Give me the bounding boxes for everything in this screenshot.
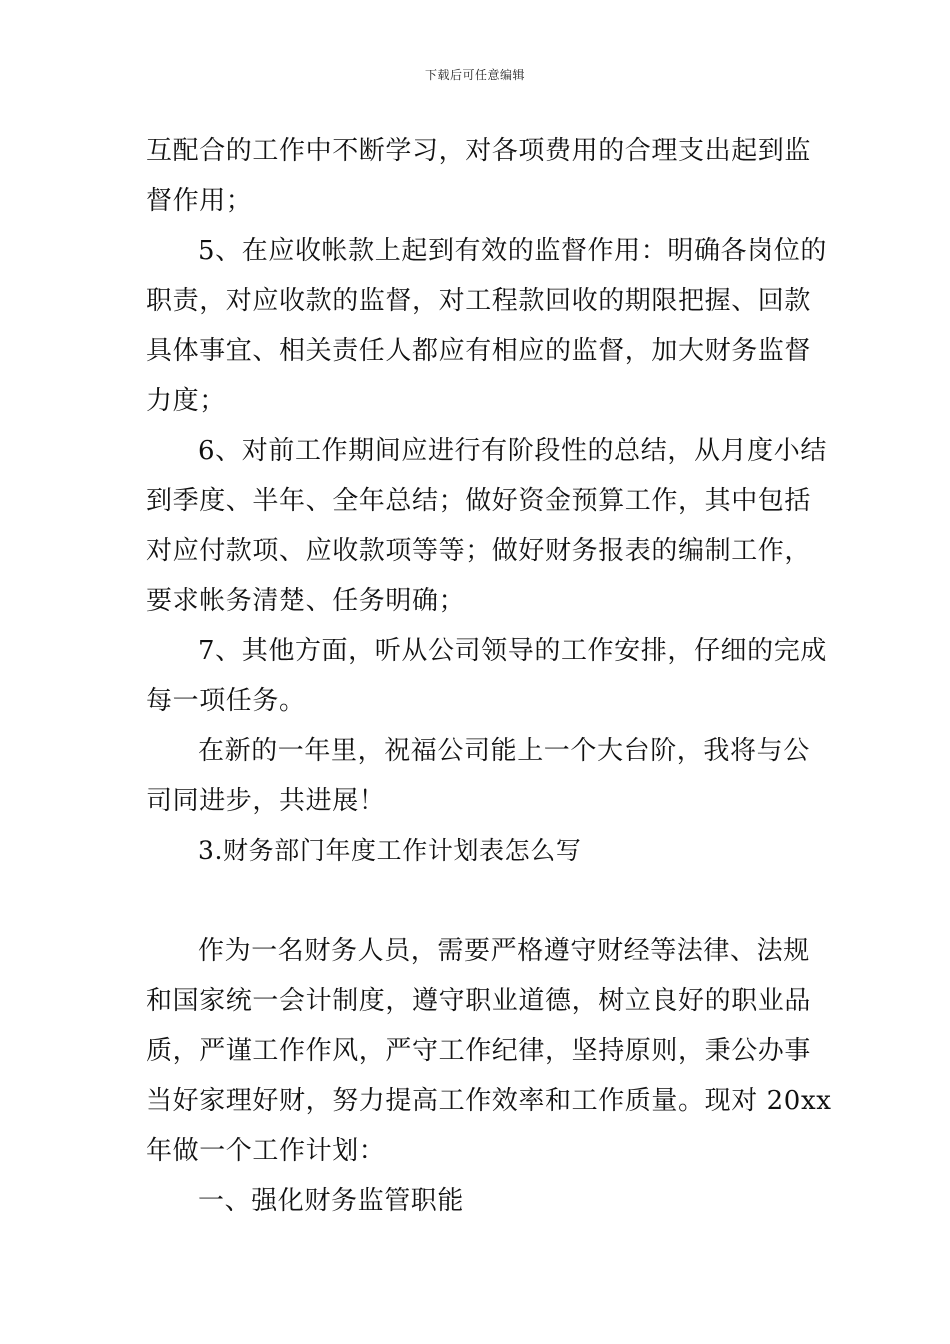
paragraph-line: 当好家理好财，努力提高工作效率和工作质量。现对 20xx xyxy=(146,1086,832,1116)
paragraph-line: 职责，对应收款的监督，对工程款回收的期限把握、回款 xyxy=(146,286,812,316)
paragraph-line: 到季度、半年、全年总结；做好资金预算工作，其中包括 xyxy=(146,486,812,516)
paragraph-line: 年做一个工作计划： xyxy=(146,1136,386,1166)
paragraph-line: 在新的一年里，祝福公司能上一个大台阶，我将与公 xyxy=(198,736,810,766)
paragraph-line: 和国家统一会计制度，遵守职业道德，树立良好的职业品 xyxy=(146,986,812,1016)
header-note: 下载后可任意编辑 xyxy=(424,68,525,82)
subsection-heading: 一、强化财务监管职能 xyxy=(198,1186,465,1216)
paragraph-line: 7、其他方面，听从公司领导的工作安排，仔细的完成 xyxy=(198,636,827,666)
section-heading: 3.财务部门年度工作计划表怎么写 xyxy=(198,836,582,865)
paragraph-line: 司同进步，共进展！ xyxy=(146,786,386,816)
paragraph-line: 具体事宜、相关责任人都应有相应的监督，加大财务监督 xyxy=(146,336,812,366)
blank-line xyxy=(146,876,814,926)
paragraph-line: 每一项任务。 xyxy=(146,686,306,716)
paragraph-line: 督作用； xyxy=(146,186,253,216)
paragraph-line: 5、在应收帐款上起到有效的监督作用：明确各岗位的 xyxy=(198,236,827,266)
paragraph-line: 6、对前工作期间应进行有阶段性的总结，从月度小结 xyxy=(198,436,827,466)
paragraph-line: 力度； xyxy=(146,386,226,416)
paragraph-line: 互配合的工作中不断学习，对各项费用的合理支出起到监 xyxy=(146,136,812,166)
paragraph-line: 要求帐务清楚、任务明确； xyxy=(146,586,466,616)
paragraph-line: 质，严谨工作作风，严守工作纪律，坚持原则，秉公办事 xyxy=(146,1036,812,1066)
document-body xyxy=(146,126,832,1226)
paragraph-line: 作为一名财务人员，需要严格遵守财经等法律、法规 xyxy=(198,936,810,966)
paragraph-line: 对应付款项、应收款项等等；做好财务报表的编制工作， xyxy=(146,536,812,566)
